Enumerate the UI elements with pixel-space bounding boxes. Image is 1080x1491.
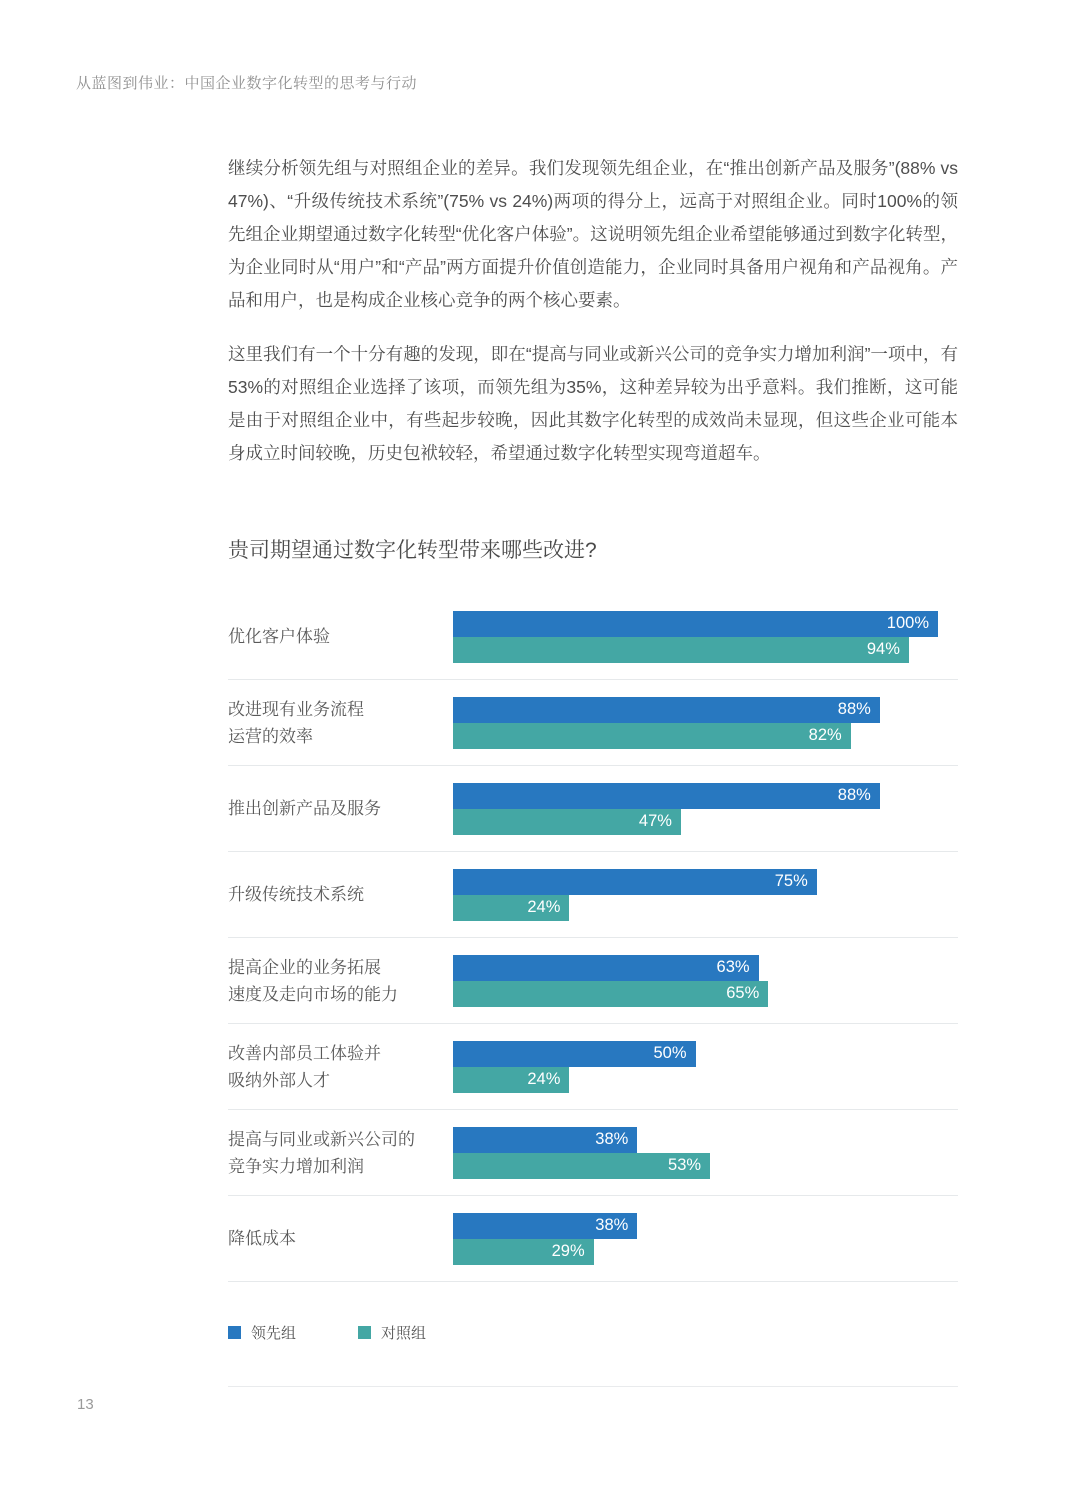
bar-group	[453, 869, 938, 921]
legend-label-control: 对照组	[381, 1325, 427, 1342]
category-label-line: 降低成本	[228, 1229, 296, 1248]
bar-value-label: 88%	[837, 786, 871, 804]
category-label-line: 吸纳外部人才	[228, 1070, 330, 1090]
bar-group	[453, 783, 938, 835]
chart-row	[228, 938, 958, 1024]
legend-item-control	[358, 1322, 426, 1343]
bar-chart	[228, 594, 958, 1282]
control-group-bar	[453, 895, 569, 921]
bar-value-label: 65%	[726, 984, 760, 1002]
leader-group-bar	[453, 611, 938, 637]
bar-group	[453, 1213, 938, 1265]
chart-legend	[228, 1322, 958, 1343]
category-label-line: 提高企业的业务拓展	[228, 957, 381, 977]
category-label	[228, 696, 453, 750]
category-label-line: 推出创新产品及服务	[228, 799, 381, 818]
bar-value-label: 82%	[808, 726, 842, 744]
leader-swatch-icon	[228, 1326, 241, 1339]
bar-value-label: 24%	[527, 898, 561, 916]
control-group-bar	[453, 1239, 594, 1265]
control-swatch-icon	[358, 1326, 371, 1339]
leader-group-bar	[453, 1041, 696, 1067]
bar-value-label: 100%	[886, 614, 929, 632]
category-label	[228, 954, 453, 1008]
category-label-line: 优化客户体验	[228, 627, 330, 646]
bar-value-label: 63%	[716, 958, 750, 976]
category-label	[228, 1225, 453, 1252]
leader-group-bar	[453, 955, 759, 981]
leader-group-bar	[453, 1213, 637, 1239]
leader-group-bar	[453, 697, 880, 723]
chart-row	[228, 1110, 958, 1196]
category-label	[228, 1040, 453, 1094]
chart-row	[228, 1024, 958, 1110]
chart-title: 贵司期望通过数字化转型带来哪些改进?	[228, 539, 597, 562]
bar-group	[453, 1127, 938, 1179]
body-paragraph-1: 继续分析领先组与对照组企业的差异。我们发现领先组企业，在“推出创新产品及服务”(88% vs 47%)、“升级传统技术系统”(75% vs 24%)两项的得分上，远高于对照组企业。同时100%的领先组企业期望通过数字化转型“优化客户体验”。这说明领先组企业希望能够通过到数字化转型，为企业同时从“用户”和“产品”两方面提升价值创造能力，企业同时具备用户视角和产品视角。产品和用户，也是构成企业核心竞争的两个核心要素。	[228, 158, 958, 310]
leader-group-bar	[453, 869, 817, 895]
bar-value-label: 47%	[638, 812, 672, 830]
chart-row	[228, 852, 958, 938]
chart-row	[228, 1196, 958, 1282]
bar-value-label: 38%	[595, 1130, 629, 1148]
chart-row	[228, 594, 958, 680]
bar-group	[453, 955, 938, 1007]
page-number: 13	[77, 1396, 94, 1413]
section-divider	[228, 1386, 958, 1387]
chart-row	[228, 680, 958, 766]
category-label-line: 运营的效率	[228, 726, 313, 746]
bar-value-label: 38%	[595, 1216, 629, 1234]
page-content	[228, 152, 958, 1387]
legend-item-leader	[228, 1322, 296, 1343]
legend-label-leader: 领先组	[251, 1325, 297, 1342]
control-group-bar	[453, 981, 768, 1007]
control-group-bar	[453, 637, 909, 663]
bar-value-label: 94%	[866, 640, 900, 658]
chart-row	[228, 766, 958, 852]
leader-group-bar	[453, 1127, 637, 1153]
category-label-line: 升级传统技术系统	[228, 885, 364, 904]
bar-value-label: 53%	[668, 1156, 702, 1174]
bar-value-label: 88%	[837, 700, 871, 718]
bar-value-label: 24%	[527, 1070, 561, 1088]
bar-group	[453, 1041, 938, 1093]
control-group-bar	[453, 809, 681, 835]
document-header-title: 从蓝图到伟业：中国企业数字化转型的思考与行动	[76, 75, 418, 92]
bar-value-label: 50%	[653, 1044, 687, 1062]
category-label-line: 改善内部员工体验并	[228, 1043, 381, 1063]
control-group-bar	[453, 723, 851, 749]
control-group-bar	[453, 1153, 710, 1179]
category-label	[228, 1126, 453, 1180]
category-label	[228, 795, 453, 822]
category-label-line: 竞争实力增加利润	[228, 1156, 364, 1176]
control-group-bar	[453, 1067, 569, 1093]
bar-group	[453, 697, 938, 749]
category-label	[228, 881, 453, 908]
category-label-line: 改进现有业务流程	[228, 699, 364, 719]
bar-group	[453, 611, 938, 663]
bar-value-label: 75%	[774, 872, 808, 890]
category-label	[228, 623, 453, 650]
category-label-line: 速度及走向市场的能力	[228, 984, 398, 1004]
leader-group-bar	[453, 783, 880, 809]
body-paragraph-2: 这里我们有一个十分有趣的发现，即在“提高与同业或新兴公司的竞争实力增加利润”一项中，有53%的对照组企业选择了该项，而领先组为35%，这种差异较为出乎意料。我们推断，这可能是由于对照组企业中，有些起步较晚，因此其数字化转型的成效尚未显现，但这些企业可能本身成立时间较晚，历史包袱较轻，希望通过数字化转型实现弯道超车。	[228, 344, 958, 463]
bar-value-label: 29%	[551, 1242, 585, 1260]
category-label-line: 提高与同业或新兴公司的	[228, 1129, 415, 1149]
